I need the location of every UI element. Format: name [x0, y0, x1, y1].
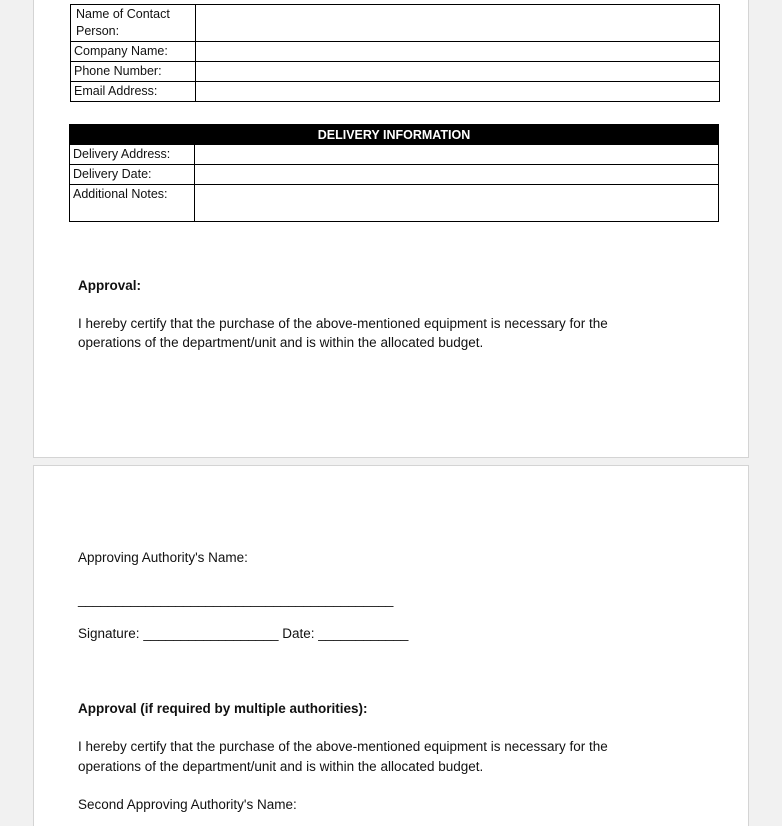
delivery-date-field[interactable] — [195, 165, 719, 185]
table-row — [70, 165, 719, 185]
table-header-row — [70, 125, 719, 145]
contact-info-table — [70, 4, 720, 102]
delivery-date-label: Delivery Date: — [70, 165, 195, 185]
document-page-1 — [33, 0, 749, 458]
table-row — [71, 42, 720, 62]
date-line[interactable]: ____________ — [318, 626, 409, 641]
delivery-address-label: Delivery Address: — [70, 145, 195, 165]
company-name-field[interactable] — [196, 42, 720, 62]
delivery-address-field[interactable] — [195, 145, 719, 165]
company-name-label: Company Name: — [71, 42, 196, 62]
approval-certify-line-1: I hereby certify that the purchase of the above-mentioned equipment is necessary for the — [78, 316, 608, 331]
additional-notes-field[interactable] — [195, 185, 719, 222]
approval-heading: Approval: — [78, 278, 142, 293]
approving-authority-name-label: Approving Authority's Name: — [78, 550, 248, 565]
second-approving-authority-name-label: Second Approving Authority's Name: — [78, 797, 297, 812]
multi-approval-certify-line-1: I hereby certify that the purchase of the above-mentioned equipment is necessary for the — [78, 739, 608, 754]
phone-number-field[interactable] — [196, 62, 720, 82]
approval-certify-line-2: operations of the department/unit and is within the allocated budget. — [78, 335, 484, 350]
email-address-field[interactable] — [196, 82, 720, 102]
table-row — [71, 82, 720, 102]
signature-label: Signature: — [78, 626, 140, 641]
contact-name-field[interactable] — [196, 5, 720, 42]
multi-approval-certify-line-2: operations of the department/unit and is within the allocated budget. — [78, 759, 484, 774]
document-page-2 — [33, 465, 749, 826]
table-row — [71, 62, 720, 82]
multi-approval-heading: Approval (if required by multiple authorities): — [78, 701, 368, 716]
phone-number-label: Phone Number: — [71, 62, 196, 82]
table-row — [70, 185, 719, 222]
table-row — [71, 5, 720, 42]
signature-row — [78, 624, 408, 644]
additional-notes-label: Additional Notes: — [70, 185, 195, 222]
delivery-info-table — [69, 124, 719, 222]
approving-authority-name-line[interactable]: __________________________________________ — [78, 592, 394, 607]
date-label: Date: — [282, 626, 315, 641]
table-row — [70, 145, 719, 165]
delivery-info-header: DELIVERY INFORMATION — [70, 125, 719, 145]
signature-line[interactable]: __________________ — [143, 626, 279, 641]
email-address-label: Email Address: — [71, 82, 196, 102]
contact-name-label: Name of Contact Person: — [71, 5, 196, 42]
